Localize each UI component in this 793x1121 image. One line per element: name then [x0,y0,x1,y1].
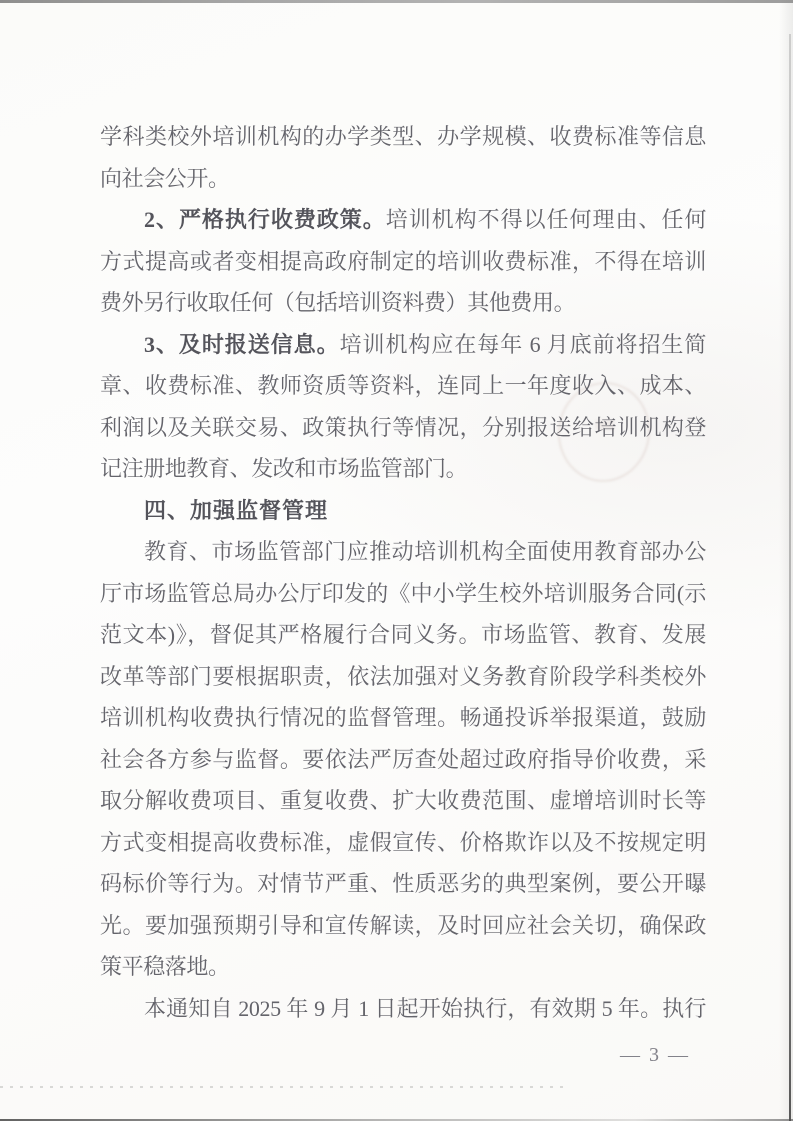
body-text: 费外另行收取任何（包括培训资料费）其他费用。 [100,290,576,315]
body-text: 记注册地教育、发改和市场监管部门。 [100,456,468,481]
body-text: 厅市场监管总局办公厅印发的《中小学生校外培训服务合同(示 [100,580,706,606]
text-line [100,199,706,241]
body-text: 策平稳落地。 [100,954,230,979]
section-heading [100,490,706,532]
text-line [100,739,706,781]
body-text: 培训机构不得以任何理由、任何 [385,207,706,232]
body-text: 社会各方参与监督。要依法严厉查处超过政府指导价收费，采 [100,746,706,772]
text-line [100,988,706,1030]
text-line [100,448,706,490]
body-text: 方式变相提高收费标准，虚假宣传、价格欺诈以及不按规定明 [100,829,706,855]
body-text: 方式提高或者变相提高政府制定的培训收费标准，不得在培训 [100,248,706,274]
document-body [100,116,706,1029]
text-line [100,407,706,449]
scan-top-edge [0,0,793,3]
body-text: 利润以及关联交易、政策执行等情况，分别报送给培训机构登 [100,414,706,440]
body-text: 改革等部门要根据职责，依法加强对义务教育阶段学科类校外 [100,663,706,689]
text-line [100,365,706,407]
text-line [100,614,706,656]
text-line [100,324,706,366]
text-line [100,116,706,158]
body-text: 向社会公开。 [100,165,230,191]
body-text: 学科类校外培训机构的办学类型、办学规模、收费标准等信息 [100,124,706,149]
text-line [100,905,706,947]
text-line [100,241,706,283]
text-line [100,697,706,739]
body-text: 光。要加强预期引导和宣传解读，及时回应社会关切，确保政 [100,912,706,938]
body-text: 取分解收费项目、重复收费、扩大收费范围、虚增培训时长等 [100,788,706,813]
body-text: 范文本)》，督促其严格履行合同义务。市场监管、教育、发展 [100,622,706,647]
text-line [100,780,706,822]
body-text: 教育、市场监管部门应推动培训机构全面使用教育部办公 [144,539,706,564]
body-text: 码标价等行为。对情节严重、性质恶劣的典型案例，要公开曝 [100,871,706,896]
body-text: 培训机构应在每年 6 月底前将招生简 [339,331,706,357]
bold-lead-text: 四、加强监督管理 [144,497,329,523]
body-text: 章、收费标准、教师资质等资料，连同上一年度收入、成本、 [100,373,706,398]
page-number: — 3 — [620,1044,690,1066]
text-line [100,282,706,324]
text-line [100,158,706,200]
bold-lead-text: 3、及时报送信息。 [144,331,340,357]
body-text: 本通知自 2025 年 9 月 1 日起开始执行，有效期 5 年。执行 [144,995,706,1021]
scan-right-edge [789,34,791,1121]
body-text: 培训机构收费执行情况的监督管理。畅通投诉举报渠道，鼓励 [100,705,706,730]
text-line [100,531,706,573]
text-line [100,822,706,864]
text-line [100,656,706,698]
text-line [100,863,706,905]
text-line [100,573,706,615]
scan-bottom-dashed-line [0,1086,565,1088]
text-line [100,946,706,988]
bold-lead-text: 2、严格执行收费政策。 [144,207,386,232]
